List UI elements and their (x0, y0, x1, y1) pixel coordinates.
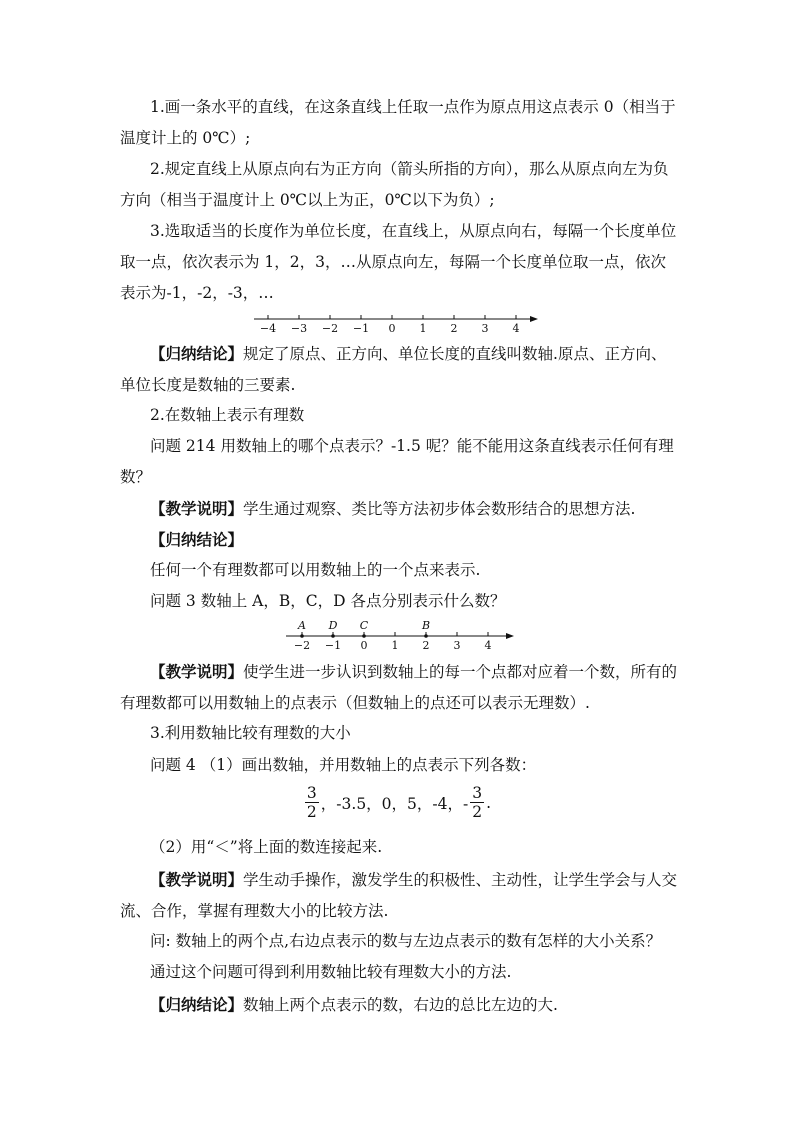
number-list-middle: ，-3.5，0，5，-4，- (320, 794, 469, 813)
tick-label: 0 (388, 322, 396, 335)
tick-label: 2 (450, 322, 458, 335)
tick-label: 4 (512, 322, 520, 335)
point-label-a: A (298, 619, 306, 632)
teaching-note-tag: 【教学说明】 (150, 499, 244, 518)
tick-label: −3 (290, 322, 308, 335)
section-heading-3: 3.利用数轴比较有理数的大小 (150, 724, 351, 742)
teaching-note-tag: 【教学说明】 (150, 870, 244, 889)
point-label-b: B (421, 619, 431, 632)
tick-label: 3 (453, 639, 461, 652)
paragraph-question-4-part-2: （2）用“＜”将上面的数连接起来. (150, 838, 383, 856)
tick-label: 2 (422, 639, 430, 652)
point-d (331, 634, 335, 638)
paragraph-conclusion-3 (120, 989, 680, 1021)
point-b (424, 634, 428, 638)
tick-label: 4 (484, 639, 492, 652)
point-label-d: D (328, 619, 338, 632)
tick-label: 0 (360, 639, 368, 652)
paragraph-conclusion-1 (120, 338, 680, 401)
paragraph-question-2: 问题 214 用数轴上的哪个点表示？-1.5 呢？能不能用这条直线表示任何有理数？ (120, 437, 674, 486)
teaching-note-text: 使学生进一步认识到数轴上的每一个点都对应着一个数，所有的有理数都可以用数轴上的点表示（但数轴上的点还可以表示无理数）. (120, 663, 678, 712)
fraction-three-halves: $\frac{3}{2}$ (306, 784, 317, 821)
point-a (300, 634, 304, 638)
paragraph-teaching-note-2 (120, 656, 680, 719)
number-line-1 (250, 308, 550, 338)
paragraph-step-1: 1.画一条水平的直线，在这条直线上任取一点作为原点用这点表示 0（相当于温度计上的 0℃）; (120, 98, 676, 147)
teaching-note-text: 学生通过观察、类比等方法初步体会数形结合的思想方法. (243, 500, 636, 518)
section-heading-2: 2.在数轴上表示有理数 (150, 406, 305, 424)
conclusion-tag: 【归纳结论】 (150, 344, 244, 363)
fraction-neg-three-halves: $\frac{3}{2}$ (472, 784, 483, 821)
point-label-c: C (359, 619, 369, 632)
paragraph-question-4: 问题 4 （1）画出数轴，并用数轴上的点表示下列各数： (150, 756, 537, 774)
conclusion-text: 数轴上两个点表示的数，右边的总比左边的大. (243, 996, 558, 1014)
conclusion-text: 规定了原点、正方向、单位长度的直线叫数轴.原点、正方向、单位长度是数轴的三要素. (120, 345, 667, 394)
teaching-note-text: 学生动手操作，激发学生的积极性、主动性，让学生学会与人交流、合作，掌握有理数大小的比较方法. (120, 871, 678, 920)
axis-arrow (506, 633, 514, 639)
tick-label: −2 (293, 639, 311, 652)
tick-label: 1 (391, 639, 399, 652)
paragraph-step-2: 2.规定直线上从原点向右为正方向（箭头所指的方向），那么从原点向左为负方向（相当于温度计上 0℃以上为正，0℃以下为负）; (120, 160, 669, 209)
axis-arrow (530, 316, 538, 322)
tick-label: −1 (352, 322, 370, 335)
tick-label: 1 (419, 322, 427, 335)
tick-label: −1 (324, 639, 342, 652)
tick-label: −4 (259, 322, 277, 335)
paragraph-question-3: 问题 3 数轴上 A，B，C，D 各点分别表示什么数？ (150, 592, 506, 610)
paragraph-question-5: 问: 数轴上的两个点,右边点表示的数与左边点表示的数有怎样的大小关系？ (150, 932, 662, 950)
conclusion-tag-2: 【归纳结论】 (150, 530, 244, 549)
tick-label: 3 (481, 322, 489, 335)
paragraph-teaching-note-1 (120, 493, 680, 525)
point-c (362, 634, 366, 638)
paragraph-question-5-note: 通过这个问题可得到利用数轴比较有理数大小的方法. (150, 963, 512, 981)
paragraph-conclusion-2: 任何一个有理数都可以用数轴上的一个点来表示. (150, 561, 481, 579)
number-line-2 (280, 618, 520, 654)
tick-label: −2 (321, 322, 339, 335)
conclusion-tag: 【归纳结论】 (150, 995, 244, 1014)
paragraph-step-3: 3.选取适当的长度作为单位长度，在直线上，从原点向右，每隔一个长度单位取一点，依次表示为 1，2，3，…从原点向左，每隔一个长度单位取一点，依次表示为-1，-2，-3，… (120, 222, 677, 302)
paragraph-teaching-note-3 (120, 864, 680, 927)
number-list (0, 784, 794, 828)
teaching-note-tag: 【教学说明】 (150, 662, 244, 681)
number-list-end: . (486, 793, 492, 812)
